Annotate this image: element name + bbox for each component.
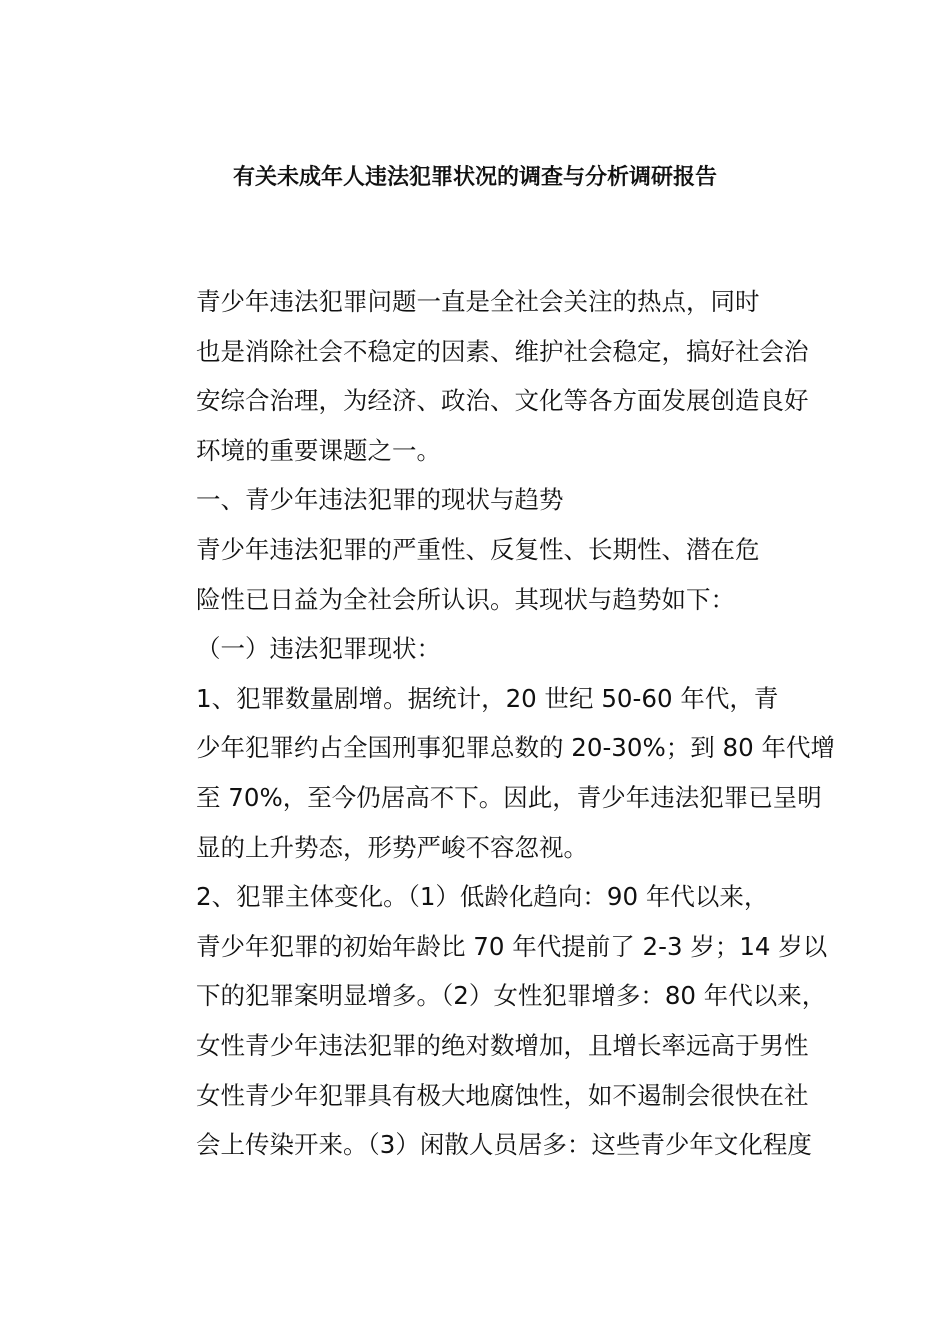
text-line: 也是消除社会不稳定的因素、维护社会稳定，搞好社会治 bbox=[196, 336, 809, 366]
subsection-heading-1 bbox=[145, 624, 810, 674]
text-line: 会上传染开来。（3）闲散人员居多：这些青少年文化程度 bbox=[196, 1130, 812, 1160]
text-line: 女性青少年违法犯罪的绝对数增加，且增长率远高于男性 bbox=[196, 1030, 809, 1060]
text-line: 2、犯罪主体变化。（1）低龄化趋向：90 年代以来， bbox=[196, 882, 769, 912]
text-line: 险性已日益为全社会所认识。其现状与趋势如下： bbox=[196, 584, 735, 614]
text-line: 环境的重要课题之一。 bbox=[196, 435, 441, 465]
text-line: 青少年违法犯罪的严重性、反复性、长期性、潜在危 bbox=[196, 534, 760, 564]
paragraph-intro bbox=[145, 277, 810, 475]
paragraph-point-2 bbox=[145, 872, 828, 1170]
text-line: 下的犯罪案明显增多。（2）女性犯罪增多：80 年代以来， bbox=[196, 981, 827, 1011]
text-line: 女性青少年犯罪具有极大地腐蚀性，如不遏制会很快在社 bbox=[196, 1080, 809, 1110]
paragraph-point-1 bbox=[145, 674, 836, 872]
text-line: 青少年违法犯罪问题一直是全社会关注的热点，同时 bbox=[196, 287, 760, 316]
paragraph-overview bbox=[145, 525, 810, 624]
text-line: 至 70%，至今仍居高不下。因此，青少年违法犯罪已呈明 bbox=[196, 782, 822, 812]
text-line: 少年犯罪约占全国刑事犯罪总数的 20-30%；到 80 年代增 bbox=[196, 733, 836, 763]
document-body bbox=[145, 277, 836, 1170]
text-line: 安综合治理，为经济、政治、文化等各方面发展创造良好 bbox=[196, 386, 809, 416]
section-heading-1 bbox=[145, 475, 810, 525]
text-line: 一、青少年违法犯罪的现状与趋势 bbox=[196, 485, 564, 515]
text-line: （一）违法犯罪现状： bbox=[196, 634, 441, 664]
text-line: 显的上升势态，形势严峻不容忽视。 bbox=[196, 832, 588, 862]
text-line: 1、犯罪数量剧增。据统计，20 世纪 50-60 年代，青 bbox=[196, 683, 779, 713]
text-line: 青少年犯罪的初始年龄比 70 年代提前了 2-3 岁；14 岁以 bbox=[196, 931, 828, 961]
document-title: 有关未成年人违法犯罪状况的调查与分析调研报告 bbox=[232, 165, 717, 190]
